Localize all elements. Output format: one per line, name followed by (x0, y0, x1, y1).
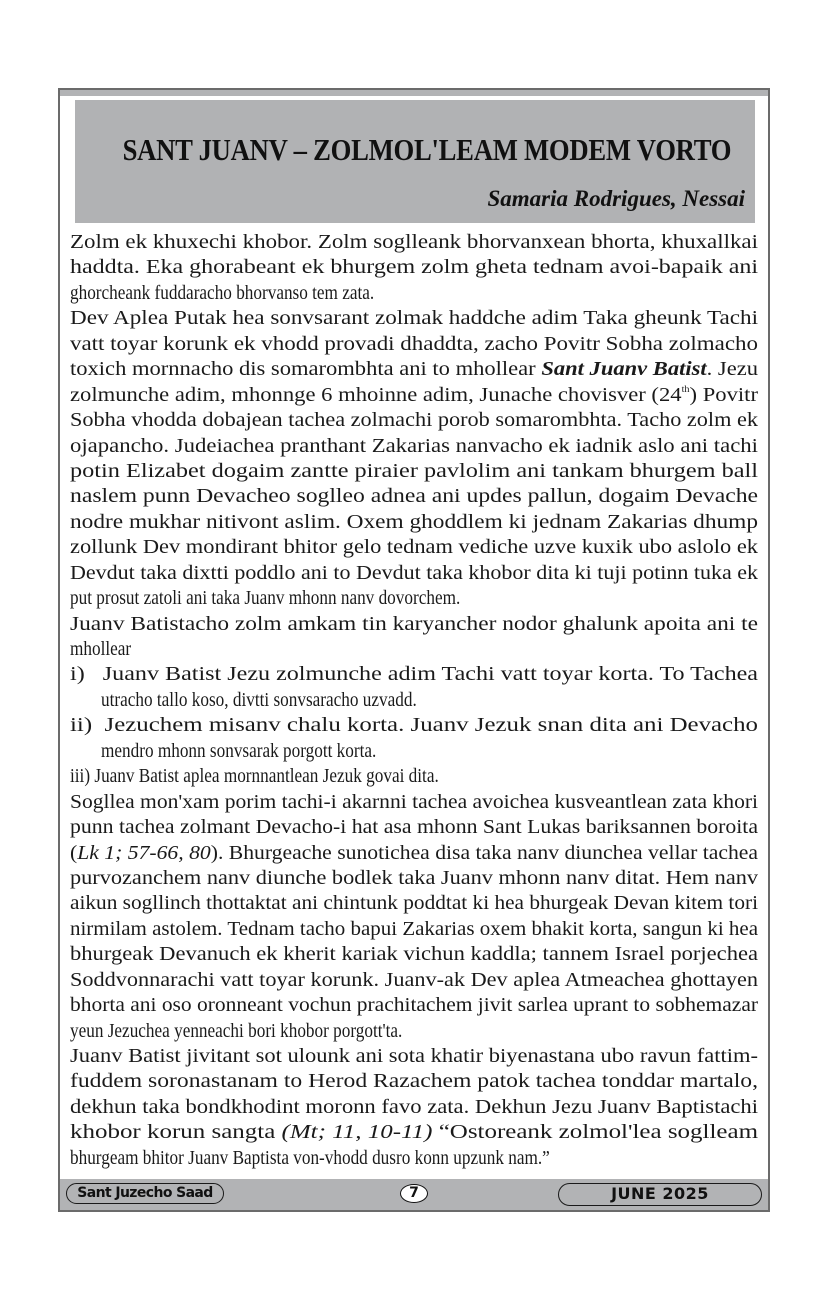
text-line: put prosut zatoli ani taka Juanv mhonn nanv dovorchem. (70, 587, 461, 610)
text-line: dekhun taka bondkhodint moronn favo zata. Dekhun Jezu Juanv Baptistachi (70, 1095, 759, 1118)
text-line: aikun sogllinch thottaktat ani chintunk poddtat ki hea bhurgeak Devan kitem tori (70, 892, 759, 915)
issue-date-badge: JUNE 2025 (558, 1183, 762, 1206)
text-line: haddta. Eka ghorabeant ek bhurgem zolm gheta tednam avoi-bapaik ani (70, 256, 759, 279)
text-line: zollunk Dev mondirant bhitor gelo tednam vediche uzve kuxik ubo aslolo ek (70, 536, 759, 559)
text-line: purvozanchem nanv diunche bodlek taka Juanv mhonn nanv ditat. Hem nanv (70, 866, 759, 889)
text-line: zolmunche adim, mhonnge 6 mhoinne adim, Junache chovisver (24th) Povitr (70, 383, 758, 406)
emphasized-name: Sant Juanv Batist (541, 358, 707, 381)
list-item: i) Juanv Batist Jezu zolmunche adim Tachi vatt toyar korta. To Tachea (70, 663, 759, 686)
text-line: nirmilam astolem. Tednam tacho bapui Zakarias oxem bhakit korta, sangun ki hea (70, 917, 759, 940)
article-header (75, 100, 755, 223)
text-line: Zolm ek khuxechi khobor. Zolm soglleank bhorvanxean bhorta, khuxallkai (70, 231, 758, 253)
text-line: Dev Aplea Putak hea sonvsarant zolmak haddche adim Taka gheunk Tachi (70, 307, 759, 330)
text-line: naslem punn Devacheo soglleo adnea ani updes pallun, dogaim Devache (70, 485, 759, 508)
text-line: Sobha vhodda dobajean tachea zolmachi porob somarombhta. Tacho zolm ek (70, 409, 759, 432)
text-line: bhurgeam bhitor Juanv Baptista von-vhodd dusro konn upzunk nam.” (70, 1146, 550, 1169)
text-line: vatt toyar korunk ek vhodd provadi dhaddta, zacho Povitr Sobha zolmacho (70, 332, 758, 355)
magazine-page (58, 88, 770, 1212)
text-line: ojapancho. Judeiachea pranthant Zakarias nanvacho ek iadnik aslo ani tachi (70, 434, 758, 457)
article-title: SANT JUANV – ZOLMOL'LEAM MODEM VORTO (122, 132, 732, 167)
list-marker: ii) (70, 714, 93, 737)
text-line: Devdut taka dixtti poddlo ani to Devdut taka khobor dita ki tuji potinn tuka ek (70, 561, 758, 584)
magazine-name-badge: Sant Juzecho Saad (66, 1183, 224, 1204)
ordinal-superscript: th (681, 383, 690, 394)
text-line: Juanv Batist jivitant sot ulounk ani sota khatir biyenastana ubo ravun fattim- (70, 1045, 759, 1067)
text-line: punn tachea zolmant Devacho-i hat asa mhonn Sant Lukas bariksannen boroita (70, 816, 759, 839)
text-line: khobor korun sangta (Mt; 11, 10-11) “Ostoreank zolmol'lea soglleam (70, 1121, 759, 1144)
page-number: 7 (400, 1184, 428, 1203)
text-line: potin Elizabet dogaim zantte piraier pavlolim ani tankam bhurgem ball (70, 459, 759, 482)
list-item: ii) Jezuchem misanv chalu korta. Juanv Jezuk snan dita ani Devacho (70, 714, 758, 737)
list-item-continuation: mendro mhonn sonvsarak porgott korta. (101, 739, 377, 762)
text-line: Soddvonnarachi vatt toyar korunk. Juanv-ak Dev aplea Atmeachea ghottayen (70, 968, 758, 991)
top-gray-strip (60, 90, 768, 96)
article-body (70, 230, 768, 1171)
list-item: iii) Juanv Batist aplea mornnantlean Jezuk govai dita. (70, 765, 439, 788)
scripture-citation: Lk 1; 57-66, 80 (77, 841, 211, 864)
text-line: fuddem soronastanam to Herod Razachem patok tachea tonddar martalo, (70, 1070, 759, 1093)
text-line: mhollear (70, 638, 132, 660)
text-line: nodre mukhar nitivont aslim. Oxem ghoddlem ki jednam Zakarias dhump (70, 510, 758, 533)
text-line: Sogllea mon'xam porim tachi-i akarnni tachea avoichea kusveantlean zata khori (70, 790, 759, 813)
list-item-continuation: utracho tallo koso, divtti sonvsaracho uzvadd. (101, 688, 417, 711)
text-line: (Lk 1; 57-66, 80). Bhurgeache sunotichea disa taka nanv diunchea vellar tachea (70, 841, 759, 864)
text-line: ghorcheank fuddaracho bhorvanso tem zata. (70, 281, 375, 304)
text-line: bhurgeak Devanuch ek kherit kariak vichun kaddla; tannem Israel porjechea (70, 943, 759, 966)
page-footer (60, 1179, 768, 1210)
scripture-citation: (Mt; 11, 10-11) (281, 1121, 433, 1144)
text-line: bhorta ani oso oronneant vochun prachitachem jivit sarlea uprant to sobhemazar (70, 994, 758, 1017)
text-line: Juanv Batistacho zolm amkam tin karyancher nodor ghalunk apoita ani te (70, 612, 758, 635)
article-author: Samaria Rodrigues, Nessai (487, 186, 745, 211)
list-marker: i) (70, 663, 85, 686)
text-line: toxich mornnacho dis somarombhta ani to mhollear Sant Juanv Batist. Jezu (70, 358, 758, 381)
text-line: yeun Jezuchea yenneachi bori khobor porgott'ta. (70, 1019, 403, 1042)
list-marker: iii) (70, 765, 91, 788)
